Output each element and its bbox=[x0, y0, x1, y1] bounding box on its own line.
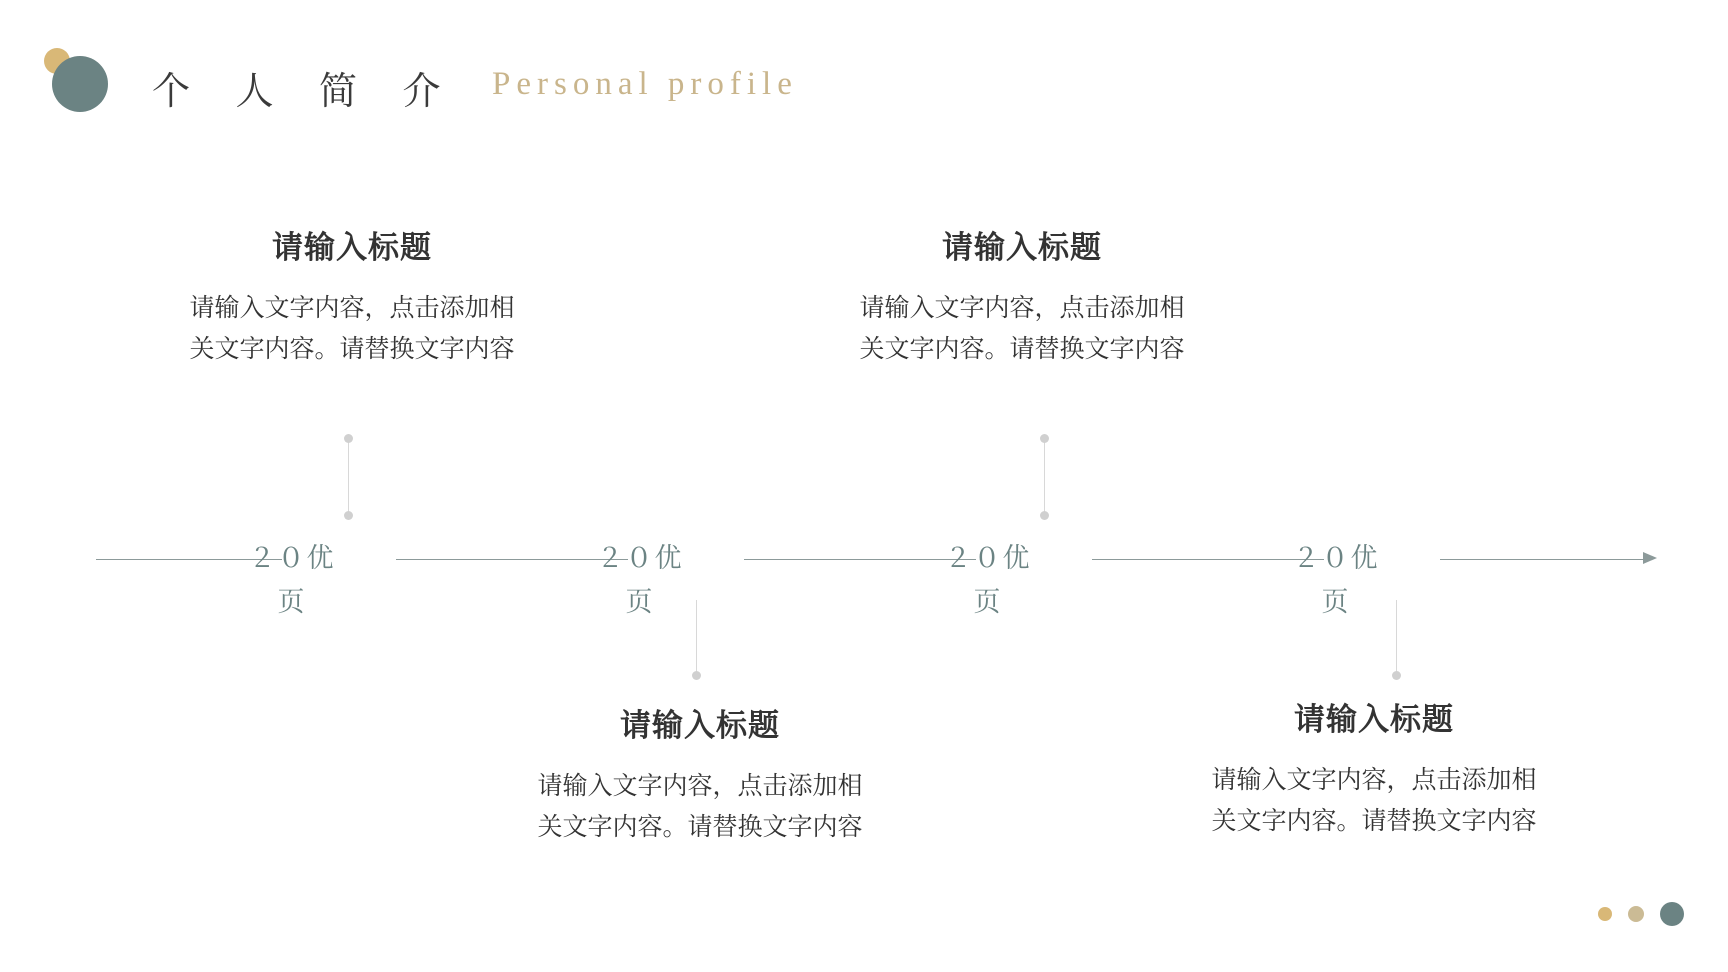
footer-dot-2-icon bbox=[1628, 906, 1644, 922]
connector-line-2 bbox=[696, 600, 697, 676]
connector-dot-1-bottom bbox=[344, 511, 353, 520]
content-block-3-title: 请输入标题 bbox=[942, 230, 1102, 265]
timeline-node-3-line2: 页 bbox=[973, 587, 1003, 617]
connector-dot-3-top bbox=[1040, 434, 1049, 443]
footer-dot-1-icon bbox=[1598, 907, 1612, 921]
connector-line-4 bbox=[1396, 600, 1397, 676]
timeline-node-3-line1: ２０优 bbox=[944, 543, 1032, 573]
content-block-2-title: 请输入标题 bbox=[620, 708, 780, 743]
timeline-node-2[interactable] bbox=[580, 536, 700, 624]
page-title: 个 人 简 介 bbox=[152, 71, 459, 113]
footer-dot-3-icon bbox=[1660, 902, 1684, 926]
content-block-4-body-line2: 关文字内容。请替换文字内容 bbox=[1211, 807, 1537, 835]
logo-mark bbox=[44, 48, 108, 112]
content-block-3 bbox=[732, 222, 1312, 370]
axis-arrow-icon bbox=[1643, 552, 1657, 564]
content-block-1-body-line2: 关文字内容。请替换文字内容 bbox=[189, 335, 515, 363]
content-block-3-body-line2: 关文字内容。请替换文字内容 bbox=[859, 335, 1185, 363]
content-block-1-body-line1: 请输入文字内容，点击添加相 bbox=[189, 295, 515, 322]
connector-dot-3-bottom bbox=[1040, 511, 1049, 520]
content-block-4-body bbox=[1064, 761, 1684, 842]
connector-line-1 bbox=[348, 440, 349, 516]
timeline-node-4[interactable] bbox=[1276, 536, 1396, 624]
connector-dot-4-bottom bbox=[1392, 671, 1401, 680]
timeline-node-1-line1: ２０优 bbox=[248, 543, 336, 573]
timeline-node-2-line1: ２０优 bbox=[596, 543, 684, 573]
page-subtitle: Personal profile bbox=[492, 66, 798, 102]
timeline-node-4-line2: 页 bbox=[1321, 587, 1351, 617]
content-block-1-title: 请输入标题 bbox=[272, 230, 432, 265]
content-block-3-body-line1: 请输入文字内容，点击添加相 bbox=[859, 295, 1185, 322]
timeline-node-1[interactable] bbox=[232, 536, 352, 624]
logo-primary-dot-icon bbox=[52, 56, 108, 112]
timeline-node-1-line2: 页 bbox=[277, 587, 307, 617]
timeline-node-2-line2: 页 bbox=[625, 587, 655, 617]
connector-line-3 bbox=[1044, 440, 1045, 516]
axis-segment bbox=[1440, 559, 1646, 560]
timeline-node-4-line1: ２０优 bbox=[1292, 543, 1380, 573]
connector-dot-1-top bbox=[344, 434, 353, 443]
content-block-4-title: 请输入标题 bbox=[1294, 702, 1454, 737]
content-block-1 bbox=[62, 222, 642, 370]
content-block-3-body bbox=[732, 289, 1312, 370]
connector-dot-2-bottom bbox=[692, 671, 701, 680]
content-block-2-body-line1: 请输入文字内容，点击添加相 bbox=[537, 773, 863, 800]
content-block-4 bbox=[1064, 694, 1684, 842]
content-block-2-body-line2: 关文字内容。请替换文字内容 bbox=[537, 813, 863, 841]
content-block-2 bbox=[390, 700, 1010, 848]
slide-header bbox=[0, 0, 1728, 160]
timeline-node-3[interactable] bbox=[928, 536, 1048, 624]
footer-decoration bbox=[1598, 902, 1684, 926]
content-block-4-body-line1: 请输入文字内容，点击添加相 bbox=[1211, 767, 1537, 794]
content-block-1-body bbox=[62, 289, 642, 370]
content-block-2-body bbox=[390, 767, 1010, 848]
